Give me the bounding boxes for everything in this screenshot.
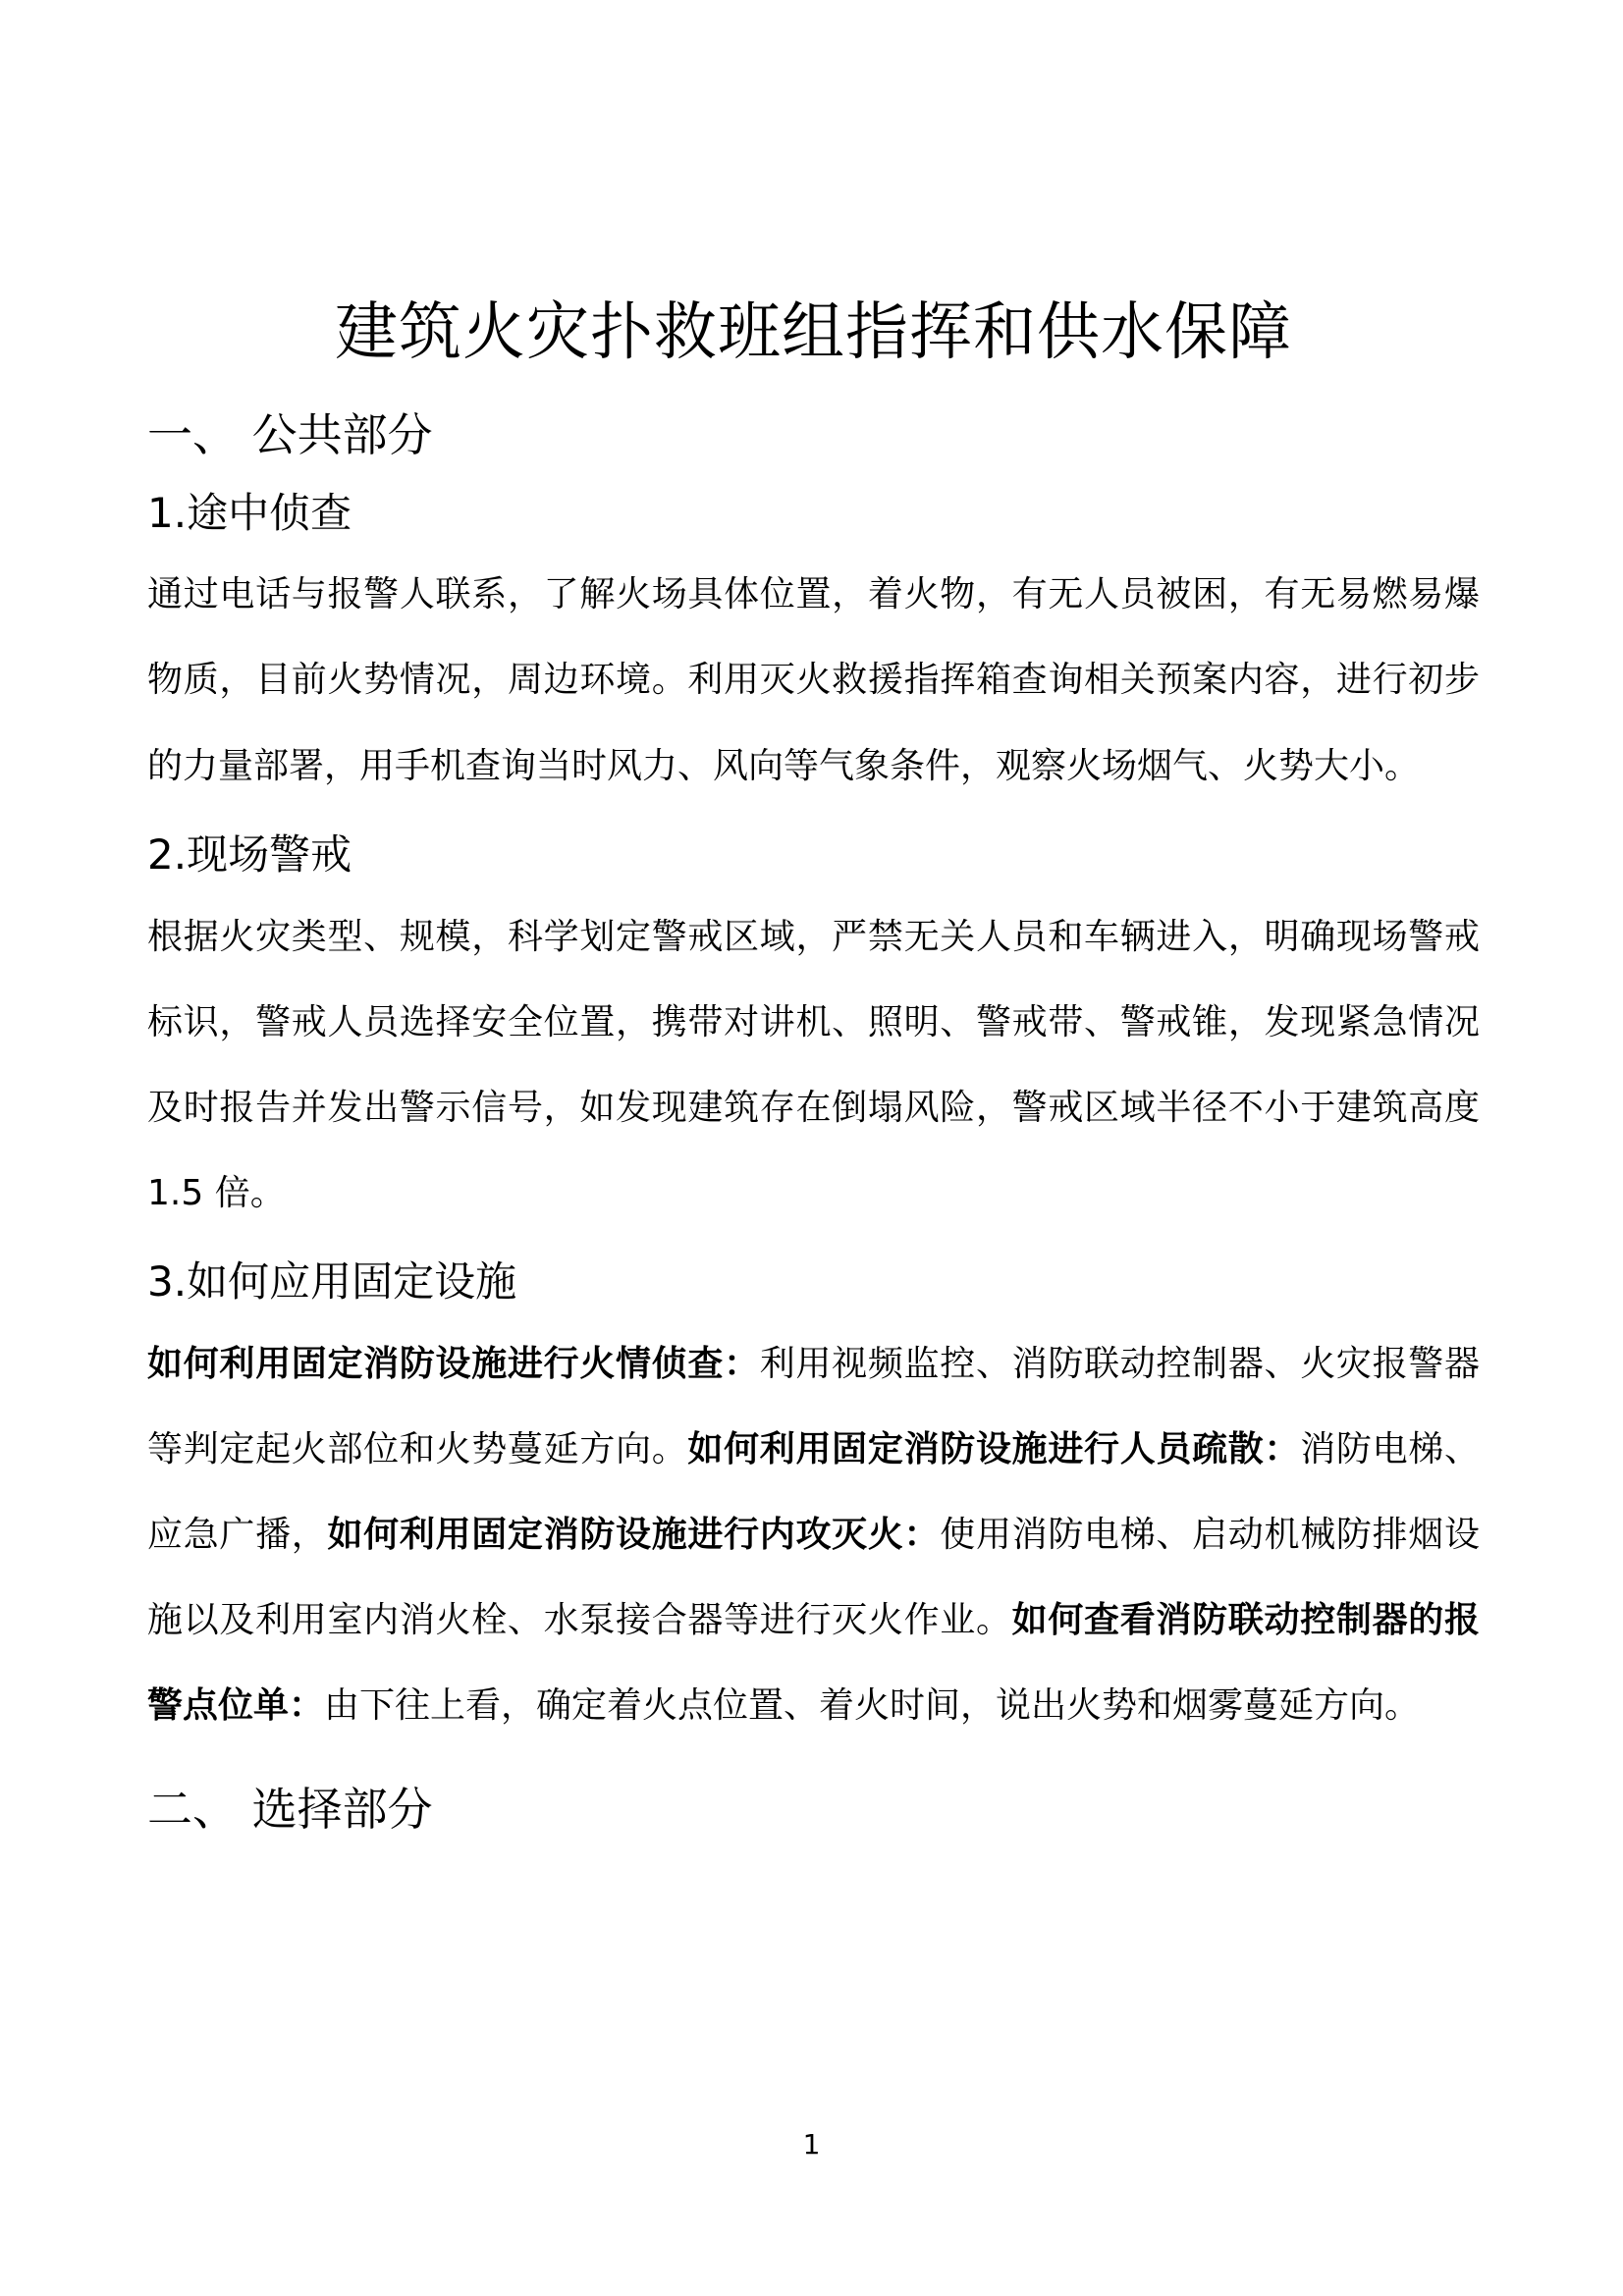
subsection-heading-scene-cordon: 2.现场警戒 — [147, 829, 352, 879]
document-content — [147, 0, 1480, 1842]
text-run: 由下往上看，确定着火点位置、着火时间，说出火势和烟雾蔓延方向。 — [324, 1685, 1421, 1727]
text-run: 使用消防电梯、启动机械防排烟设施以及利用室内消火栓、水泵接合器等进行灭火作业。 — [147, 1514, 1480, 1641]
bold-run-fire-reconnaissance-label: 如何利用固定消防设施进行火情侦查： — [147, 1343, 760, 1384]
paragraph-fixed-facilities — [147, 1321, 1480, 1749]
page-footer — [0, 2128, 1623, 2161]
bold-run-evacuation-label: 如何利用固定消防设施进行人员疏散： — [687, 1428, 1301, 1469]
section-heading-choice-part: 二、 选择部分 — [147, 1783, 433, 1837]
text-run: 根据火灾类型、规模，科学划定警戒区域，严禁无关人员和车辆进入，明确现场警戒标识，警戒人员选择安全位置，携带对讲机、照明、警戒带、警戒锥，发现紧急情况及时报告并发出警示信号，如发现建筑存在倒塌风险，警戒区域半径不小于建筑高度 1.5 倍。 — [147, 916, 1480, 1213]
text-run: 通过电话与报警人联系，了解火场具体位置，着火物，有无人员被困，有无易燃易爆物质，目前火势情况，周边环境。利用灭火救援指挥箱查询相关预案内容，进行初步的力量部署，用手机查询当时风力、风向等气象条件，观察火场烟气、火势大小。 — [147, 574, 1480, 786]
section-heading-common-part: 一、 公共部分 — [147, 408, 433, 462]
bold-run-alarm-point-list-label: 如何查看消防联动控制器的报警点位单： — [147, 1600, 1480, 1727]
paragraph-scene-cordon — [147, 894, 1480, 1236]
bold-run-interior-attack-label: 如何利用固定消防设施进行内攻灭火： — [327, 1514, 941, 1555]
subsection-heading-fixed-facilities: 3.如何应用固定设施 — [147, 1256, 517, 1306]
subsection-heading-enroute-reconnaissance: 1.途中侦查 — [147, 488, 352, 537]
page-number: 1 — [802, 2128, 821, 2161]
text-run: 利用视频监控、消防联动控制器、火灾报警器等判定起火部位和火势蔓延方向。 — [147, 1343, 1480, 1469]
document-title: 建筑火灾扑救班组指挥和供水保障 — [335, 296, 1292, 369]
text-run: 消防电梯、应急广播， — [147, 1428, 1480, 1555]
paragraph-enroute-reconnaissance — [147, 552, 1480, 808]
